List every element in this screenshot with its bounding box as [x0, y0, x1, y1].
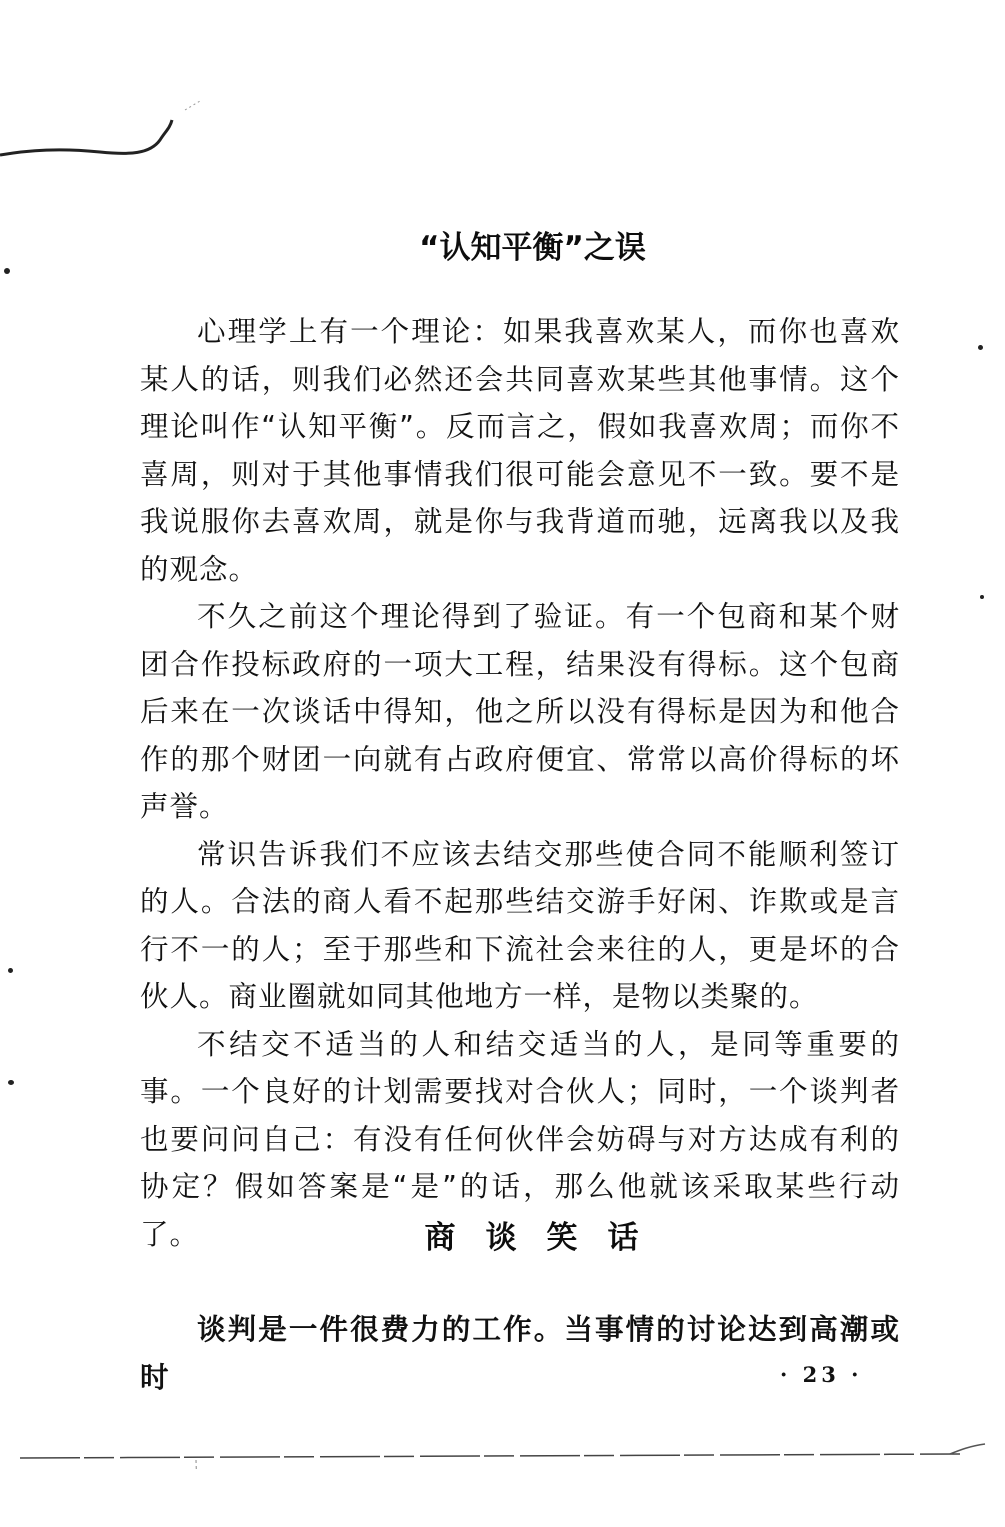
scan-speck — [8, 1080, 14, 1085]
paragraph: 常识告诉我们不应该去结交那些使合同不能顺利签订的人。合法的商人看不起那些结交游手好闲、诈欺或是言行不一的人；至于那些和下流社会来往的人，更是坏的合伙人。商业圈就如同其他地方一样，是物以类聚的。 — [140, 837, 900, 1013]
section-title-cognitive-balance: “认知平衡”之误 — [419, 230, 646, 266]
paragraph: 心理学上有一个理论：如果我喜欢某人，而你也喜欢某人的话，则我们必然还会共同喜欢某些其他事情。这个理论叫作“认知平衡”。反而言之，假如我喜欢周；而你不喜周，则对于其他事情我们很可能会意见不一致。要不是我说服你去喜欢周，就是你与我背道而驰，远离我以及我的观念。 — [140, 315, 900, 586]
page-number: · 23 · — [780, 1362, 863, 1387]
scan-speck — [4, 268, 10, 274]
paragraph: 谈判是一件很费力的工作。当事情的讨论达到高潮或时 — [140, 1313, 900, 1394]
scan-speck — [8, 968, 13, 973]
scan-smudge-top — [0, 100, 230, 170]
scan-speck — [978, 345, 983, 350]
paragraph: 不久之前这个理论得到了验证。有一个包商和某个财团合作投标政府的一项大工程，结果没有得标。这个包商后来在一次谈话中得知，他之所以没有得标是因为和他合作的那个财团一向就有占政府便宜、常常以高价得标的坏声誉。 — [140, 600, 900, 823]
scan-speck — [980, 595, 984, 599]
section-title-negotiation-jokes: 商谈笑话 — [424, 1220, 669, 1256]
section-body-cognitive-balance — [140, 308, 900, 1258]
paragraph: 不结交不适当的人和结交适当的人，是同等重要的事。一个良好的计划需要找对合伙人；同时，一个谈判者也要问问自己：有没有任何伙伴会妨碍与对方达成有利的协定？假如答案是“是”的话，那么他就该采取某些行动了。 — [140, 1027, 900, 1251]
scan-edge-bottom — [0, 1420, 1005, 1470]
